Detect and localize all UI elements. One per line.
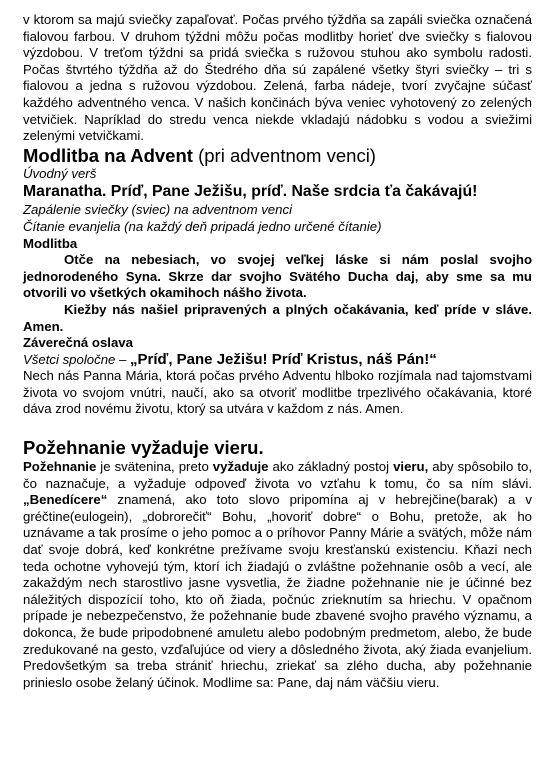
blessing-term: Požehnanie [23,459,97,475]
candle-lighting-note: Zapálenie sviečky (sviec) na adventnom venci [23,202,293,218]
blessing-text-3: aby spôsobilo to, čo naznačuje, a vyžaduje odpoveď života vo vzťahu k tomu, čo sa ním slávi. [23,459,532,491]
blessing-text-4: znamená, ako toto slovo pripomína aj v hebrejčine(barak) a v gréčtine(eulogein), „dobrorečiť“ Bohu, „hovoriť dobre“ o Bohu, pretože, ak ho uznávame a tak prosíme o jeho pomoc a o príhovor Panny Márie a svätých, môže nám dať svoje dobrá, keď konkrétne prežívame svoju kresťanskú existenciu. Kňazi nech teda ochotne vyhovejú tým, ktorí ich žiadajú o zvláštne požehnanie osôb a vecí, ale zakaždým nech starostlivo jasne vysvetlia, že žiadne požehnanie nie je účinné bez náležitých dispozícií toho, kto oň žiada, počnúc zrieknutím sa hriechu. V opačnom prípade je nebezpečenstvo, že požehnanie bude zbavené svojho pravého významu, a dokonca, že bude pripodobnené amuletu alebo podobným predmetom, alebo, že bude zredukované na gesto, vzďaľujúce od viery a dôsledného života, aký žiada evanjelium. Predovšetkým sa treba strániť hriechu, zriekať sa zlého ducha, aby požehnanie prinieslo osobe želaný účinok. Modlime sa: Pane, daj nám väčšiu vieru. [23,492,532,690]
intro-paragraph: v ktorom sa majú sviečky zapaľovať. Počas prvého týždňa sa zapáli sviečka označená fialovou farbou. V druhom týždni môžu počas modlitby horieť dve sviečky s fialovou výzdobou. V treťom týždni sa pridá sviečka s ružovou stuhou ako symbolu radosti. Počas štvrtého týždňa až do Štedrého dňa sú zapálené všetky štyri sviečky – tri s fialovou a jedna s ružovou výzdobou. Zelená, farba nádeje, tvorí zvyčajne súčasť každého adventného venca. V našich končinách býva veniec vyhotovený zo zelených vetvičiek. Napríklad do stredu venca niekde vkladajú nádobku s vodou a sviežimi zelenými vetvičkami. [23,12,532,144]
opening-verse-label: Úvodný verš [23,165,97,181]
prayer-label: Modlitba [23,235,78,251]
prayer-paragraph-2: Kiežby nás našiel pripravených a plných očakávania, keď príde v sláve. Amen. [23,301,532,334]
blessing-requires: vyžaduje [212,459,269,475]
closing-label: Záverečná oslava [23,335,133,351]
prayer-paragraph-1: Otče na nebesiach, vo svojej veľkej láske si nám poslal svojho jednorodeného Syna. Skrze dar svojho Svätého Ducha daj, aby sme sa mu otvorili vo všetkých okamihoch nášho života. [23,252,532,301]
closing-dash: – [115,351,131,367]
section-heading-blessing: Požehnanie vyžaduje vieru. [23,437,264,459]
blessing-faith: vieru, [393,459,429,475]
opening-verse: Maranatha. Príď, Pane Ježišu, príď. Naše srdcia ťa čakávajú! [23,183,478,201]
blessing-paragraph [23,459,532,691]
closing-acclamation: „Príď, Pane Ježišu! Príď Kristus, náš Pán!“ [130,350,437,368]
closing-paragraph: Nech nás Panna Mária, ktorá počas prvého Adventu hlboko rozjímala nad tajomstvami života vo svojom vnútri, naučí, ako sa otvoriť modlitbe trpezlivého očakávania, ktoré dáva zrod novému životu, ktorý sa utvára v každom z nás. Amen. [23,368,532,417]
blessing-text-1: je sväteninа, preto [96,459,213,475]
closing-all-label: Všetci spoločne [23,351,116,367]
heading-rest-part: (pri adventnom venci) [192,144,376,166]
heading-bold-part: Modlitba na Advent [23,144,193,166]
closing-acclamation-line [23,352,532,369]
section-heading-advent-prayer [23,145,532,166]
gospel-reading-note: Čítanie evanjelia (na každý deň pripadá jedno určené čítanie) [23,218,382,234]
blessing-text-2: ako základný postoj [268,459,394,475]
section-spacer [23,418,532,431]
benedicere-term: „Benedícere“ [23,492,108,508]
